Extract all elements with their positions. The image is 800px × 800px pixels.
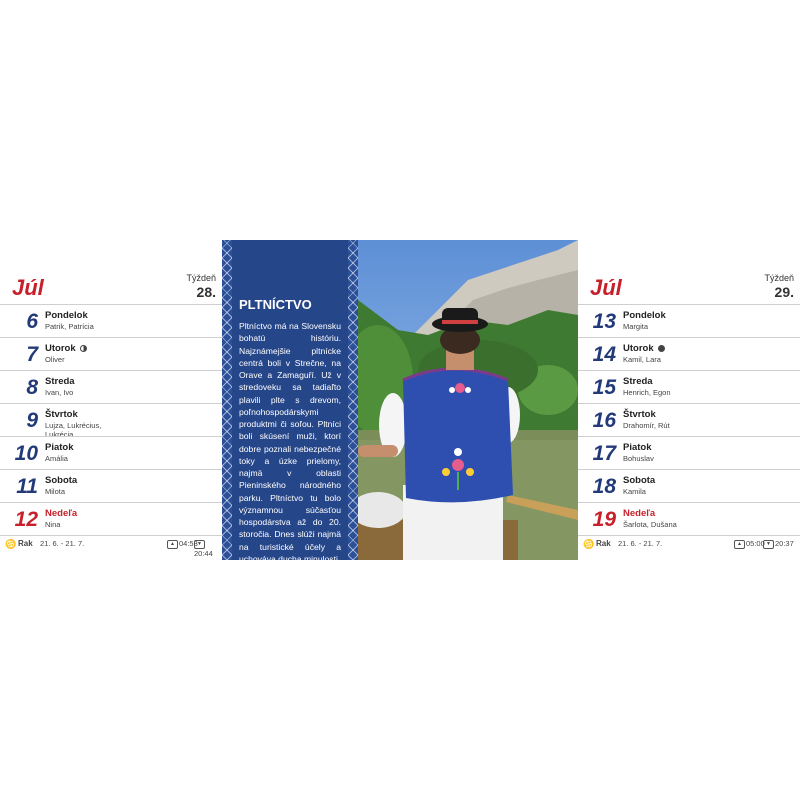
day-number: 19 [592,508,616,531]
sunset [763,539,794,549]
day-name: Pondelok [45,310,88,321]
name-day: Šarlota, Dušana [623,520,677,529]
folk-border-right [348,240,358,560]
day-number: 18 [592,475,616,498]
name-day: Lujza, Lukrécius, Lukrécia [45,421,102,439]
week-header [0,271,222,304]
sunset-time: 20:44 [194,548,213,558]
name-day: Amália [45,454,68,463]
name-day: Oliver [45,355,65,364]
day-number: 10 [14,442,38,465]
day-number: 9 [26,409,38,432]
day-name-wrap [45,343,87,354]
day-number: 16 [592,409,616,432]
week-footer [0,535,222,558]
day-row [0,304,222,338]
day-name: Utorok [45,343,76,354]
week-label: Týždeň [186,273,216,283]
day-row [0,436,222,470]
name-day: Ivan, Ivo [45,388,74,397]
day-row [0,469,222,503]
month-title: Júl [590,275,622,300]
day-name: Streda [623,376,653,387]
day-row [578,304,800,338]
rafting-photo [358,240,578,560]
day-number: 6 [26,310,38,333]
week-number: 28. [196,284,216,300]
week-29 [578,271,800,550]
name-day: Drahomír, Rút [623,421,670,430]
sunset-icon: ▼ [763,540,774,549]
day-number: 15 [592,376,616,399]
name-day: Kamil, Lara [623,355,661,364]
day-name: Nedeľa [623,508,656,519]
day-number: 13 [592,310,616,333]
day-row [578,403,800,437]
day-name: Piatok [623,442,652,453]
day-row [0,337,222,371]
zodiac-sign: Rak [18,539,33,548]
day-name-wrap [623,343,665,354]
day-row [0,403,222,437]
week-28 [0,271,222,558]
day-number: 12 [14,508,38,531]
day-name: Nedeľa [45,508,78,519]
sunrise-time: 05:00 [746,539,765,548]
zodiac-sign: Rak [596,539,611,548]
day-row-sunday [578,502,800,536]
day-row [0,370,222,404]
day-number: 7 [26,343,38,366]
day-row [578,370,800,404]
name-day: Bohuslav [623,454,654,463]
name-day: Patrik, Patrícia [45,322,94,331]
day-name: Piatok [45,442,74,453]
day-name: Štvrtok [623,409,656,420]
cancer-icon: ♋ [5,539,17,549]
week-number: 29. [774,284,794,300]
day-number: 11 [16,475,38,498]
week-footer [578,535,800,550]
name-day: Nina [45,520,61,529]
day-row [578,469,800,503]
cancer-icon: ♋ [583,539,595,549]
photo-illustration [358,240,578,560]
name-day: Henrich, Egon [623,388,671,397]
name-day: Margita [623,322,649,331]
day-name: Utorok [623,343,654,354]
sunrise-time: 04:53 [179,539,198,548]
zodiac-range: 21. 6. - 21. 7. [40,539,85,548]
sunrise-icon: ▲ [734,540,745,549]
day-row [578,436,800,470]
day-name: Sobota [623,475,656,486]
week-label: Týždeň [764,273,794,283]
day-row-sunday [0,502,222,536]
panel-text: Pltníctvo má na Slovensku bohatú históriu. Najznámejšie pltnícke centrá boli v Strečne, na Orave a Zamaguří. Už v stredoveku sa tadiaľto plavili plte s drevom, poľnohospodárskymi produktmi či soľou. Pltníci boli skúsení muži, ktorí dobre poznali nebezpečné toky a úzke prielomy, najmä v oblasti Pieninského národného parku. Pltníctvo tu bolo významnou súčasťou hospodárstva až do 20. storočia. Dnes slúži najmä na turistické účely a uchováva ducha minulosti. [239,321,341,564]
day-name: Streda [45,376,75,387]
info-panel [222,240,358,564]
moon-full-icon [658,345,665,352]
day-name: Pondelok [623,310,666,321]
sunrise [734,539,765,549]
day-number: 17 [592,442,616,465]
day-name: Štvrtok [45,409,78,420]
day-name: Sobota [45,475,78,486]
sunrise-icon: ▲ [167,540,178,549]
zodiac-range: 21. 6. - 21. 7. [618,539,663,548]
day-number: 14 [592,343,616,366]
folk-border-left [222,240,232,560]
name-day: Kamila [623,487,646,496]
panel-title: PLTNÍCTVO [239,297,312,312]
week-header [578,271,800,304]
day-row [578,337,800,371]
moon-half-icon [80,345,87,352]
name-day: Milota [45,487,66,496]
sunset-icon: ▼ [194,540,205,549]
sunset [194,539,222,558]
day-number: 8 [26,376,38,399]
sunset-time: 20:37 [775,539,794,548]
month-title: Júl [12,275,44,300]
